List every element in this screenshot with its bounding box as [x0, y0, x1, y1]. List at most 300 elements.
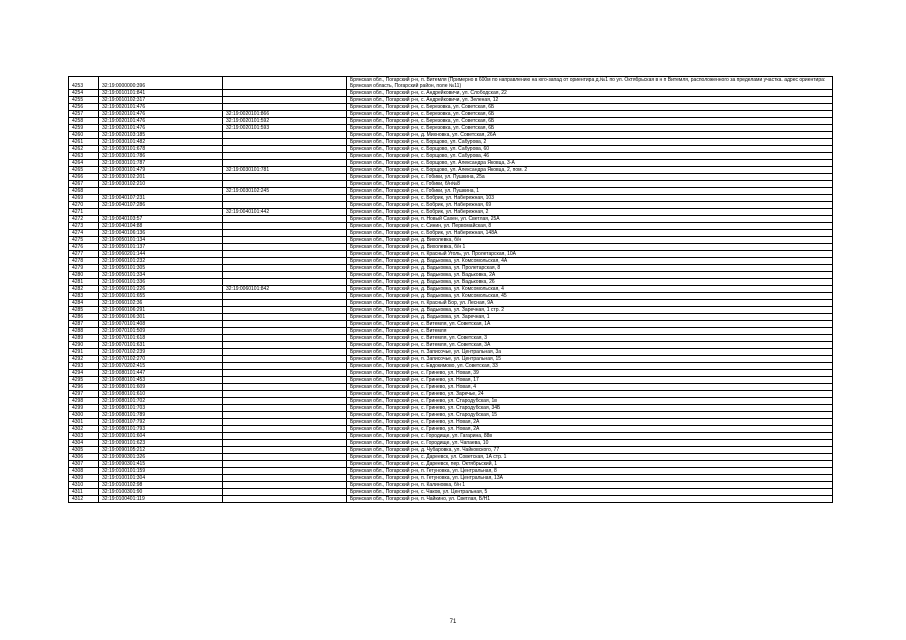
row-number-cell: 4286 [69, 314, 99, 321]
row-number-cell: 4308 [69, 468, 99, 475]
table-row [69, 384, 833, 391]
cadastral-number-cell: 32:19:0060101:232 [99, 258, 223, 265]
table-row [69, 314, 833, 321]
row-number-cell: 4285 [69, 307, 99, 314]
address-cell: Брянская обл., Погарский р-н, д. Вадьковка, ул. Заречная, 1 стр. 2 [347, 307, 833, 314]
table-row [69, 307, 833, 314]
cadastral-number-cell: 32:19:0060201:144 [99, 251, 223, 258]
table-row [69, 342, 833, 349]
address-cell: Брянская обл., Погарский р-н, с. Гобики, б/н№8 [347, 181, 833, 188]
cadastral-number-cell: 32:19:0080101:702 [99, 398, 223, 405]
address-cell: Брянская обл., Погарский р-н, п. Записочье, ул. Центральная, 15 [347, 356, 833, 363]
row-number-cell: 4263 [69, 153, 99, 160]
linked-cadastral-number-cell: 32:19:0020101:866 [223, 111, 347, 118]
row-number-cell: 4294 [69, 370, 99, 377]
row-number-cell: 4275 [69, 237, 99, 244]
linked-cadastral-number-cell [223, 482, 347, 489]
cadastral-number-cell: 32:19:0070101:509 [99, 328, 223, 335]
row-number-cell: 4260 [69, 132, 99, 139]
cadastral-number-cell: 32:19:0030101:786 [99, 153, 223, 160]
row-number-cell: 4307 [69, 461, 99, 468]
cadastral-number-cell: 32:19:0060101:655 [99, 293, 223, 300]
row-number-cell: 4293 [69, 363, 99, 370]
cadastral-number-cell: 32:19:0080107:792 [99, 419, 223, 426]
linked-cadastral-number-cell [223, 349, 347, 356]
linked-cadastral-number-cell [223, 216, 347, 223]
row-number-cell: 4299 [69, 405, 99, 412]
address-cell: Брянская обл., Погарский р-н, с. Борщово, ул. Сабурова, 2 [347, 139, 833, 146]
row-number-cell: 4279 [69, 265, 99, 272]
table-row [69, 244, 833, 251]
linked-cadastral-number-cell [223, 279, 347, 286]
linked-cadastral-number-cell [223, 496, 347, 503]
cadastral-number-cell: 32:19:0050101:137 [99, 244, 223, 251]
address-cell: Брянская обл., Погарский р-н, с. Березовка, ул. Советская, 6Б [347, 118, 833, 125]
cadastral-number-cell: 32:19:0040107:231 [99, 195, 223, 202]
table-row [69, 286, 833, 293]
row-number-cell: 4277 [69, 251, 99, 258]
table-row [69, 265, 833, 272]
address-cell: Брянская обл., Погарский р-н, с. Андрейковичи, ул. Слободская, 22 [347, 90, 833, 97]
linked-cadastral-number-cell [223, 202, 347, 209]
table-row [69, 356, 833, 363]
address-cell: Брянская обл., Погарский р-н, д. Михновка, ул. Советская, 26А [347, 132, 833, 139]
cadastral-number-cell: 32:19:0090105:212 [99, 447, 223, 454]
linked-cadastral-number-cell [223, 440, 347, 447]
address-cell: Брянская обл., Погарский р-н, с. Витемля [347, 328, 833, 335]
linked-cadastral-number-cell [223, 132, 347, 139]
address-cell: Брянская обл., Погарский р-н, с. Борщово, ул. Сабурова, 60 [347, 146, 833, 153]
cadastral-number-cell: 32:19:0040107:286 [99, 202, 223, 209]
row-number-cell: 4280 [69, 272, 99, 279]
cadastral-number-cell: 32:19:0060101:226 [99, 286, 223, 293]
linked-cadastral-number-cell [223, 139, 347, 146]
cadastral-number-cell: 32:19:0050101:305 [99, 265, 223, 272]
linked-cadastral-number-cell [223, 377, 347, 384]
table-row [69, 398, 833, 405]
address-cell: Брянская обл., Погарский р-н, д. Вадьковка, ул. Комсомольская, 4А [347, 258, 833, 265]
cadastral-number-cell: 32:19:0080101:609 [99, 384, 223, 391]
table-row [69, 209, 833, 216]
row-number-cell: 4306 [69, 454, 99, 461]
cadastral-number-cell: 32:19:0090301:326 [99, 454, 223, 461]
table-row [69, 482, 833, 489]
table-row [69, 272, 833, 279]
address-cell: Брянская обл., Погарский р-н, д. Вадьковка, ул. Комсомольская, 4 [347, 286, 833, 293]
row-number-cell: 4269 [69, 195, 99, 202]
row-number-cell: 4304 [69, 440, 99, 447]
table-row [69, 279, 833, 286]
address-cell: Брянская обл., Погарский р-н, с. Бобрик, ул. Набережная, 103 [347, 195, 833, 202]
cadastral-number-cell: 32:19:0070102:239 [99, 349, 223, 356]
address-cell: Брянская обл., Погарский р-н, с. Гобики, ул. Пушкина, 25а [347, 174, 833, 181]
linked-cadastral-number-cell [223, 230, 347, 237]
table-row [69, 132, 833, 139]
cadastral-number-cell: 32:19:0030102:210 [99, 181, 223, 188]
cadastral-number-cell [99, 188, 223, 195]
cadastral-number-cell: 32:19:0010101:841 [99, 90, 223, 97]
address-cell: Брянская обл., Погарский р-н, с. Чаков, ул. Центральная, 5 [347, 489, 833, 496]
linked-cadastral-number-cell [223, 251, 347, 258]
table-row [69, 188, 833, 195]
address-cell: Брянская обл., Погарский р-н, с. Борщово, ул. Александра Яковца, 2, пом. 2 [347, 167, 833, 174]
cadastral-number-cell: 32:19:0090101:604 [99, 433, 223, 440]
address-cell: Брянская обл., Погарский р-н, п. Калиновка, б/н 1 [347, 482, 833, 489]
linked-cadastral-number-cell [223, 314, 347, 321]
linked-cadastral-number-cell [223, 146, 347, 153]
linked-cadastral-number-cell: 32:19:0020101:593 [223, 125, 347, 132]
cadastral-number-cell: 32:19:0040103:57 [99, 216, 223, 223]
address-cell: Брянская обл., Погарский р-н, с. Борщово, ул. Сабурова, 46 [347, 153, 833, 160]
cadastral-number-cell: 32:19:0010102:317 [99, 97, 223, 104]
cadastral-number-cell: 32:19:0050101:134 [99, 237, 223, 244]
linked-cadastral-number-cell [223, 244, 347, 251]
table-row [69, 237, 833, 244]
row-number-cell: 4303 [69, 433, 99, 440]
linked-cadastral-number-cell [223, 475, 347, 482]
table-row [69, 412, 833, 419]
row-number-cell: 4261 [69, 139, 99, 146]
table-row [69, 104, 833, 111]
linked-cadastral-number-cell [223, 426, 347, 433]
row-number-cell: 4276 [69, 244, 99, 251]
row-number-cell: 4278 [69, 258, 99, 265]
address-cell: Брянская обл., Погарский р-н, п. Красный Уголь, ул. Пролетарская, 10А [347, 251, 833, 258]
address-cell: Брянская обл., Погарский р-н, с. Гринево, ул. Стародубская, 34Б [347, 405, 833, 412]
linked-cadastral-number-cell [223, 370, 347, 377]
row-number-cell: 4305 [69, 447, 99, 454]
row-number-cell: 4253 [69, 77, 99, 90]
table-row [69, 118, 833, 125]
linked-cadastral-number-cell [223, 363, 347, 370]
table-row [69, 468, 833, 475]
row-number-cell: 4264 [69, 160, 99, 167]
address-cell: Брянская обл., Погарский р-н, с. Березовка, ул. Советская, 6Б [347, 111, 833, 118]
cadastral-number-cell: 32:19:0030101:787 [99, 160, 223, 167]
table-row [69, 258, 833, 265]
table-row [69, 377, 833, 384]
row-number-cell: 4271 [69, 209, 99, 216]
table-row [69, 90, 833, 97]
address-cell: Брянская обл., Погарский р-н, п. Чайкино, ул. Светлая, Б/Н1 [347, 496, 833, 503]
linked-cadastral-number-cell [223, 433, 347, 440]
address-cell: Брянская обл., Погарский р-н, с. Дареевск, ул. Советская, 1А стр. 1 [347, 454, 833, 461]
linked-cadastral-number-cell [223, 77, 347, 90]
cadastral-number-cell: 32:19:0090101:623 [99, 440, 223, 447]
row-number-cell: 4265 [69, 167, 99, 174]
cadastral-number-cell: 32:19:0000000:396 [99, 77, 223, 90]
table-row [69, 440, 833, 447]
row-number-cell: 4282 [69, 286, 99, 293]
cadastral-number-cell: 32:19:0050101:334 [99, 272, 223, 279]
table-row [69, 405, 833, 412]
table-row [69, 419, 833, 426]
row-number-cell: 4311 [69, 489, 99, 496]
linked-cadastral-number-cell [223, 97, 347, 104]
cadastral-number-cell: 32:19:0100101:304 [99, 475, 223, 482]
table-row [69, 146, 833, 153]
row-number-cell: 4254 [69, 90, 99, 97]
linked-cadastral-number-cell [223, 223, 347, 230]
address-cell: Брянская обл., Погарский р-н, с. Гринево, ул. Новая, 2А [347, 419, 833, 426]
row-number-cell: 4310 [69, 482, 99, 489]
address-cell: Брянская обл., Погарский р-н, с. Гобики, ул. Пушкина, 1 [347, 188, 833, 195]
linked-cadastral-number-cell: 32:19:0030101:781 [223, 167, 347, 174]
address-cell: Брянская обл., Погарский р-н, с. Березовка, ул. Советская, 6Б [347, 125, 833, 132]
linked-cadastral-number-cell [223, 335, 347, 342]
cadastral-number-cell: 32:19:0070101:618 [99, 335, 223, 342]
table-row [69, 475, 833, 482]
address-cell: Брянская обл., Погарский р-н, с. Гринево, ул. Новая, 2А [347, 426, 833, 433]
linked-cadastral-number-cell [223, 160, 347, 167]
address-cell: Брянская обл., Погарский р-н, с. Гринево, ул. Стародубская, 1в [347, 398, 833, 405]
linked-cadastral-number-cell [223, 391, 347, 398]
linked-cadastral-number-cell [223, 195, 347, 202]
row-number-cell: 4274 [69, 230, 99, 237]
row-number-cell: 4297 [69, 391, 99, 398]
cadastral-number-cell: 32:19:0090301:415 [99, 461, 223, 468]
cadastral-number-cell: 32:19:0060106:291 [99, 307, 223, 314]
linked-cadastral-number-cell [223, 321, 347, 328]
linked-cadastral-number-cell [223, 104, 347, 111]
linked-cadastral-number-cell [223, 174, 347, 181]
row-number-cell: 4273 [69, 223, 99, 230]
linked-cadastral-number-cell [223, 384, 347, 391]
row-number-cell: 4267 [69, 181, 99, 188]
row-number-cell: 4272 [69, 216, 99, 223]
address-cell: Брянская обл., Погарский р-н, с. Витемля, ул. Советская, 1А [347, 321, 833, 328]
table-row [69, 195, 833, 202]
table-row [69, 230, 833, 237]
table-row [69, 202, 833, 209]
row-number-cell: 4291 [69, 349, 99, 356]
row-number-cell: 4266 [69, 174, 99, 181]
table-row [69, 454, 833, 461]
table-row [69, 77, 833, 90]
table-row [69, 293, 833, 300]
row-number-cell: 4300 [69, 412, 99, 419]
table-row [69, 223, 833, 230]
cadastral-number-cell: 32:19:0100102:98 [99, 482, 223, 489]
table-row [69, 216, 833, 223]
linked-cadastral-number-cell [223, 293, 347, 300]
table-row [69, 349, 833, 356]
row-number-cell: 4296 [69, 384, 99, 391]
address-cell: Брянская обл., Погарский р-н, д. Вадьковка, ул. Пролетарская, 8 [347, 265, 833, 272]
linked-cadastral-number-cell [223, 272, 347, 279]
row-number-cell: 4262 [69, 146, 99, 153]
cadastral-number-cell: 32:19:0030101:678 [99, 146, 223, 153]
cadastral-number-cell: 32:19:0060102:36 [99, 300, 223, 307]
cadastral-number-cell: 32:19:0030102:201 [99, 174, 223, 181]
cadastral-number-cell: 32:19:0020101:476 [99, 104, 223, 111]
row-number-cell: 4268 [69, 188, 99, 195]
address-cell: Брянская обл., Погарский р-н, п. Красный Бор, ул. Лесная, 9А [347, 300, 833, 307]
table-row [69, 160, 833, 167]
linked-cadastral-number-cell: 32:19:0060101:842 [223, 286, 347, 293]
cadastral-number-cell: 32:19:0070102:270 [99, 356, 223, 363]
table-row [69, 461, 833, 468]
row-number-cell: 4256 [69, 104, 99, 111]
table-row [69, 496, 833, 503]
row-number-cell: 4292 [69, 356, 99, 363]
cadastral-number-cell: 32:19:0080101:453 [99, 377, 223, 384]
linked-cadastral-number-cell [223, 342, 347, 349]
address-cell: Брянская обл., Погарский р-н, с. Городище, ул. Гагарина, 88в [347, 433, 833, 440]
table-row [69, 300, 833, 307]
linked-cadastral-number-cell [223, 468, 347, 475]
address-cell: Брянская обл., Погарский р-н, с. Гринево, ул. Новая, 17 [347, 377, 833, 384]
table-row [69, 97, 833, 104]
row-number-cell: 4270 [69, 202, 99, 209]
address-cell: Брянская обл., Погарский р-н, с. Городище, ул. Чапаева, 10 [347, 440, 833, 447]
row-number-cell: 4290 [69, 342, 99, 349]
linked-cadastral-number-cell [223, 300, 347, 307]
row-number-cell: 4288 [69, 328, 99, 335]
table-row [69, 328, 833, 335]
cadastral-number-cell: 32:19:0020101:476 [99, 125, 223, 132]
address-cell: Брянская обл., Погарский р-н, с. Гринево, ул. Заречье, 24 [347, 391, 833, 398]
linked-cadastral-number-cell [223, 419, 347, 426]
address-cell: Брянская обл., Погарский р-н, с. Гринево, ул. Новая, 4 [347, 384, 833, 391]
table-row [69, 335, 833, 342]
address-cell: Брянская обл., Погарский р-н, п. Витемля (Примерно в 600м по направлению на юго-запад от ориентира д.№1 по ул. Октябрьская в н п Витемля, расположенного за пределами участка. адрес ориентира: Брянская область, Погарский район, поле №11) [347, 77, 833, 90]
table-row [69, 153, 833, 160]
linked-cadastral-number-cell: 32:19:0020101:592 [223, 118, 347, 125]
row-number-cell: 4284 [69, 300, 99, 307]
row-number-cell: 4309 [69, 475, 99, 482]
address-cell: Брянская обл., Погарский р-н, п. Записочье, ул. Центральная, 3а [347, 349, 833, 356]
cadastral-number-cell: 32:19:0080101:793 [99, 426, 223, 433]
cadastral-number-cell: 32:19:0060106:301 [99, 314, 223, 321]
address-cell: Брянская обл., Погарский р-н, с. Бобрик, ул. Набережная, 2 [347, 209, 833, 216]
cadastral-number-cell: 32:19:0080101:789 [99, 412, 223, 419]
address-cell: Брянская обл., Погарский р-н, с. Березовка, ул. Советская, 6Б [347, 104, 833, 111]
table-row [69, 111, 833, 118]
linked-cadastral-number-cell [223, 405, 347, 412]
cadastral-number-cell [99, 209, 223, 216]
linked-cadastral-number-cell [223, 237, 347, 244]
address-cell: Брянская обл., Погарский р-н, с. Борщово, ул. Александра Яковца, 3-А [347, 160, 833, 167]
row-number-cell: 4287 [69, 321, 99, 328]
cadastral-number-cell: 32:19:0030101:482 [99, 139, 223, 146]
address-cell: Брянская обл., Погарский р-н, п. Гетуновка, ул. Центральная, 8 [347, 468, 833, 475]
linked-cadastral-number-cell [223, 258, 347, 265]
address-cell: Брянская обл., Погарский р-н, с. Андрейковичи, ул. Зеленая, 12 [347, 97, 833, 104]
row-number-cell: 4301 [69, 419, 99, 426]
table-row [69, 363, 833, 370]
row-number-cell: 4295 [69, 377, 99, 384]
row-number-cell: 4281 [69, 279, 99, 286]
linked-cadastral-number-cell [223, 181, 347, 188]
table-row [69, 181, 833, 188]
cadastral-number-cell: 32:19:0080101:447 [99, 370, 223, 377]
table-row [69, 321, 833, 328]
linked-cadastral-number-cell [223, 489, 347, 496]
row-number-cell: 4302 [69, 426, 99, 433]
linked-cadastral-number-cell: 32:19:0030102:245 [223, 188, 347, 195]
address-cell: Брянская обл., Погарский р-н, д. Вадьковка, ул. Комсомольская, 45 [347, 293, 833, 300]
cadastral-number-cell: 32:19:0060101:336 [99, 279, 223, 286]
address-cell: Брянская обл., Погарский р-н, с. Бобрик, ул. Набережная, 148А [347, 230, 833, 237]
address-cell: Брянская обл., Погарский р-н, с. Синин, ул. Первомайская, 8 [347, 223, 833, 230]
table-row [69, 370, 833, 377]
address-cell: Брянская обл., Погарский р-н, д. Чубаровка, ул. Чайковского, 77 [347, 447, 833, 454]
cadastral-number-cell: 32:19:0030101:479 [99, 167, 223, 174]
cadastral-number-cell: 32:19:0070101:631 [99, 342, 223, 349]
row-number-cell: 4257 [69, 111, 99, 118]
table-body [69, 77, 833, 503]
row-number-cell: 4258 [69, 118, 99, 125]
address-cell: Брянская обл., Погарский р-н, д. Вихолевка, б/н [347, 237, 833, 244]
table-row [69, 391, 833, 398]
row-number-cell: 4289 [69, 335, 99, 342]
row-number-cell: 4255 [69, 97, 99, 104]
cadastral-number-cell: 32:19:0040104:88 [99, 223, 223, 230]
page-number: 71 [449, 619, 457, 625]
row-number-cell: 4312 [69, 496, 99, 503]
cadastral-number-cell: 32:19:0040106:136 [99, 230, 223, 237]
table-row [69, 447, 833, 454]
linked-cadastral-number-cell [223, 307, 347, 314]
linked-cadastral-number-cell [223, 412, 347, 419]
address-cell: Брянская обл., Погарский р-н, с. Дареевск, пер. Октябрьский, 1 [347, 461, 833, 468]
linked-cadastral-number-cell: 32:19:0040101:442 [223, 209, 347, 216]
table-row [69, 433, 833, 440]
document-table [68, 76, 833, 503]
cadastral-number-cell: 32:19:0020101:476 [99, 118, 223, 125]
cadastral-number-cell: 32:19:0080101:703 [99, 405, 223, 412]
cadastral-number-cell: 32:19:0100101:159 [99, 468, 223, 475]
address-cell: Брянская обл., Погарский р-н, д. Вадьковка, ул. Вадьковка, 26 [347, 279, 833, 286]
linked-cadastral-number-cell [223, 447, 347, 454]
linked-cadastral-number-cell [223, 153, 347, 160]
address-cell: Брянская обл., Погарский р-н, д. Вадьковка, ул. Заречная, 1 [347, 314, 833, 321]
linked-cadastral-number-cell [223, 398, 347, 405]
table-row [69, 139, 833, 146]
address-cell: Брянская обл., Погарский р-н, с. Бобрик, ул. Набережная, 69 [347, 202, 833, 209]
address-cell: Брянская обл., Погарский р-н, с. Гринево, ул. Стародубская, 15 [347, 412, 833, 419]
cadastral-number-cell: 32:19:0100401:119 [99, 496, 223, 503]
table-row [69, 167, 833, 174]
linked-cadastral-number-cell [223, 90, 347, 97]
address-cell: Брянская обл., Погарский р-н, д. Вихолевка, б/н 1 [347, 244, 833, 251]
linked-cadastral-number-cell [223, 328, 347, 335]
address-cell: Брянская обл., Погарский р-н, п. Гетуновка, ул. Центральная, 13А [347, 475, 833, 482]
table-row [69, 174, 833, 181]
table-row [69, 125, 833, 132]
cadastral-number-cell: 32:19:0070101:408 [99, 321, 223, 328]
table-row [69, 489, 833, 496]
address-cell: Брянская обл., Погарский р-н, с. Евдокимово, ул. Советская, 33 [347, 363, 833, 370]
table-row [69, 426, 833, 433]
address-cell: Брянская обл., Погарский р-н, с. Гринево, ул. Новая, 39 [347, 370, 833, 377]
cadastral-number-cell: 32:19:0070202:415 [99, 363, 223, 370]
cadastral-number-cell: 32:19:0020101:476 [99, 111, 223, 118]
linked-cadastral-number-cell [223, 454, 347, 461]
cadastral-number-cell: 32:19:0100301:90 [99, 489, 223, 496]
address-cell: Брянская обл., Погарский р-н, п. Новый Сахен, ул. Светлая, 25А [347, 216, 833, 223]
row-number-cell: 4259 [69, 125, 99, 132]
linked-cadastral-number-cell [223, 265, 347, 272]
address-cell: Брянская обл., Погарский р-н, д. Вадьковка, ул. Вадьковка, 2А [347, 272, 833, 279]
table-row [69, 251, 833, 258]
address-cell: Брянская обл., Погарский р-н, с. Витемля, ул. Советская, 3 [347, 335, 833, 342]
cadastral-number-cell: 32:19:0080101:610 [99, 391, 223, 398]
linked-cadastral-number-cell [223, 356, 347, 363]
row-number-cell: 4283 [69, 293, 99, 300]
address-cell: Брянская обл., Погарский р-н, с. Витемля, ул. Советская, 3А [347, 342, 833, 349]
